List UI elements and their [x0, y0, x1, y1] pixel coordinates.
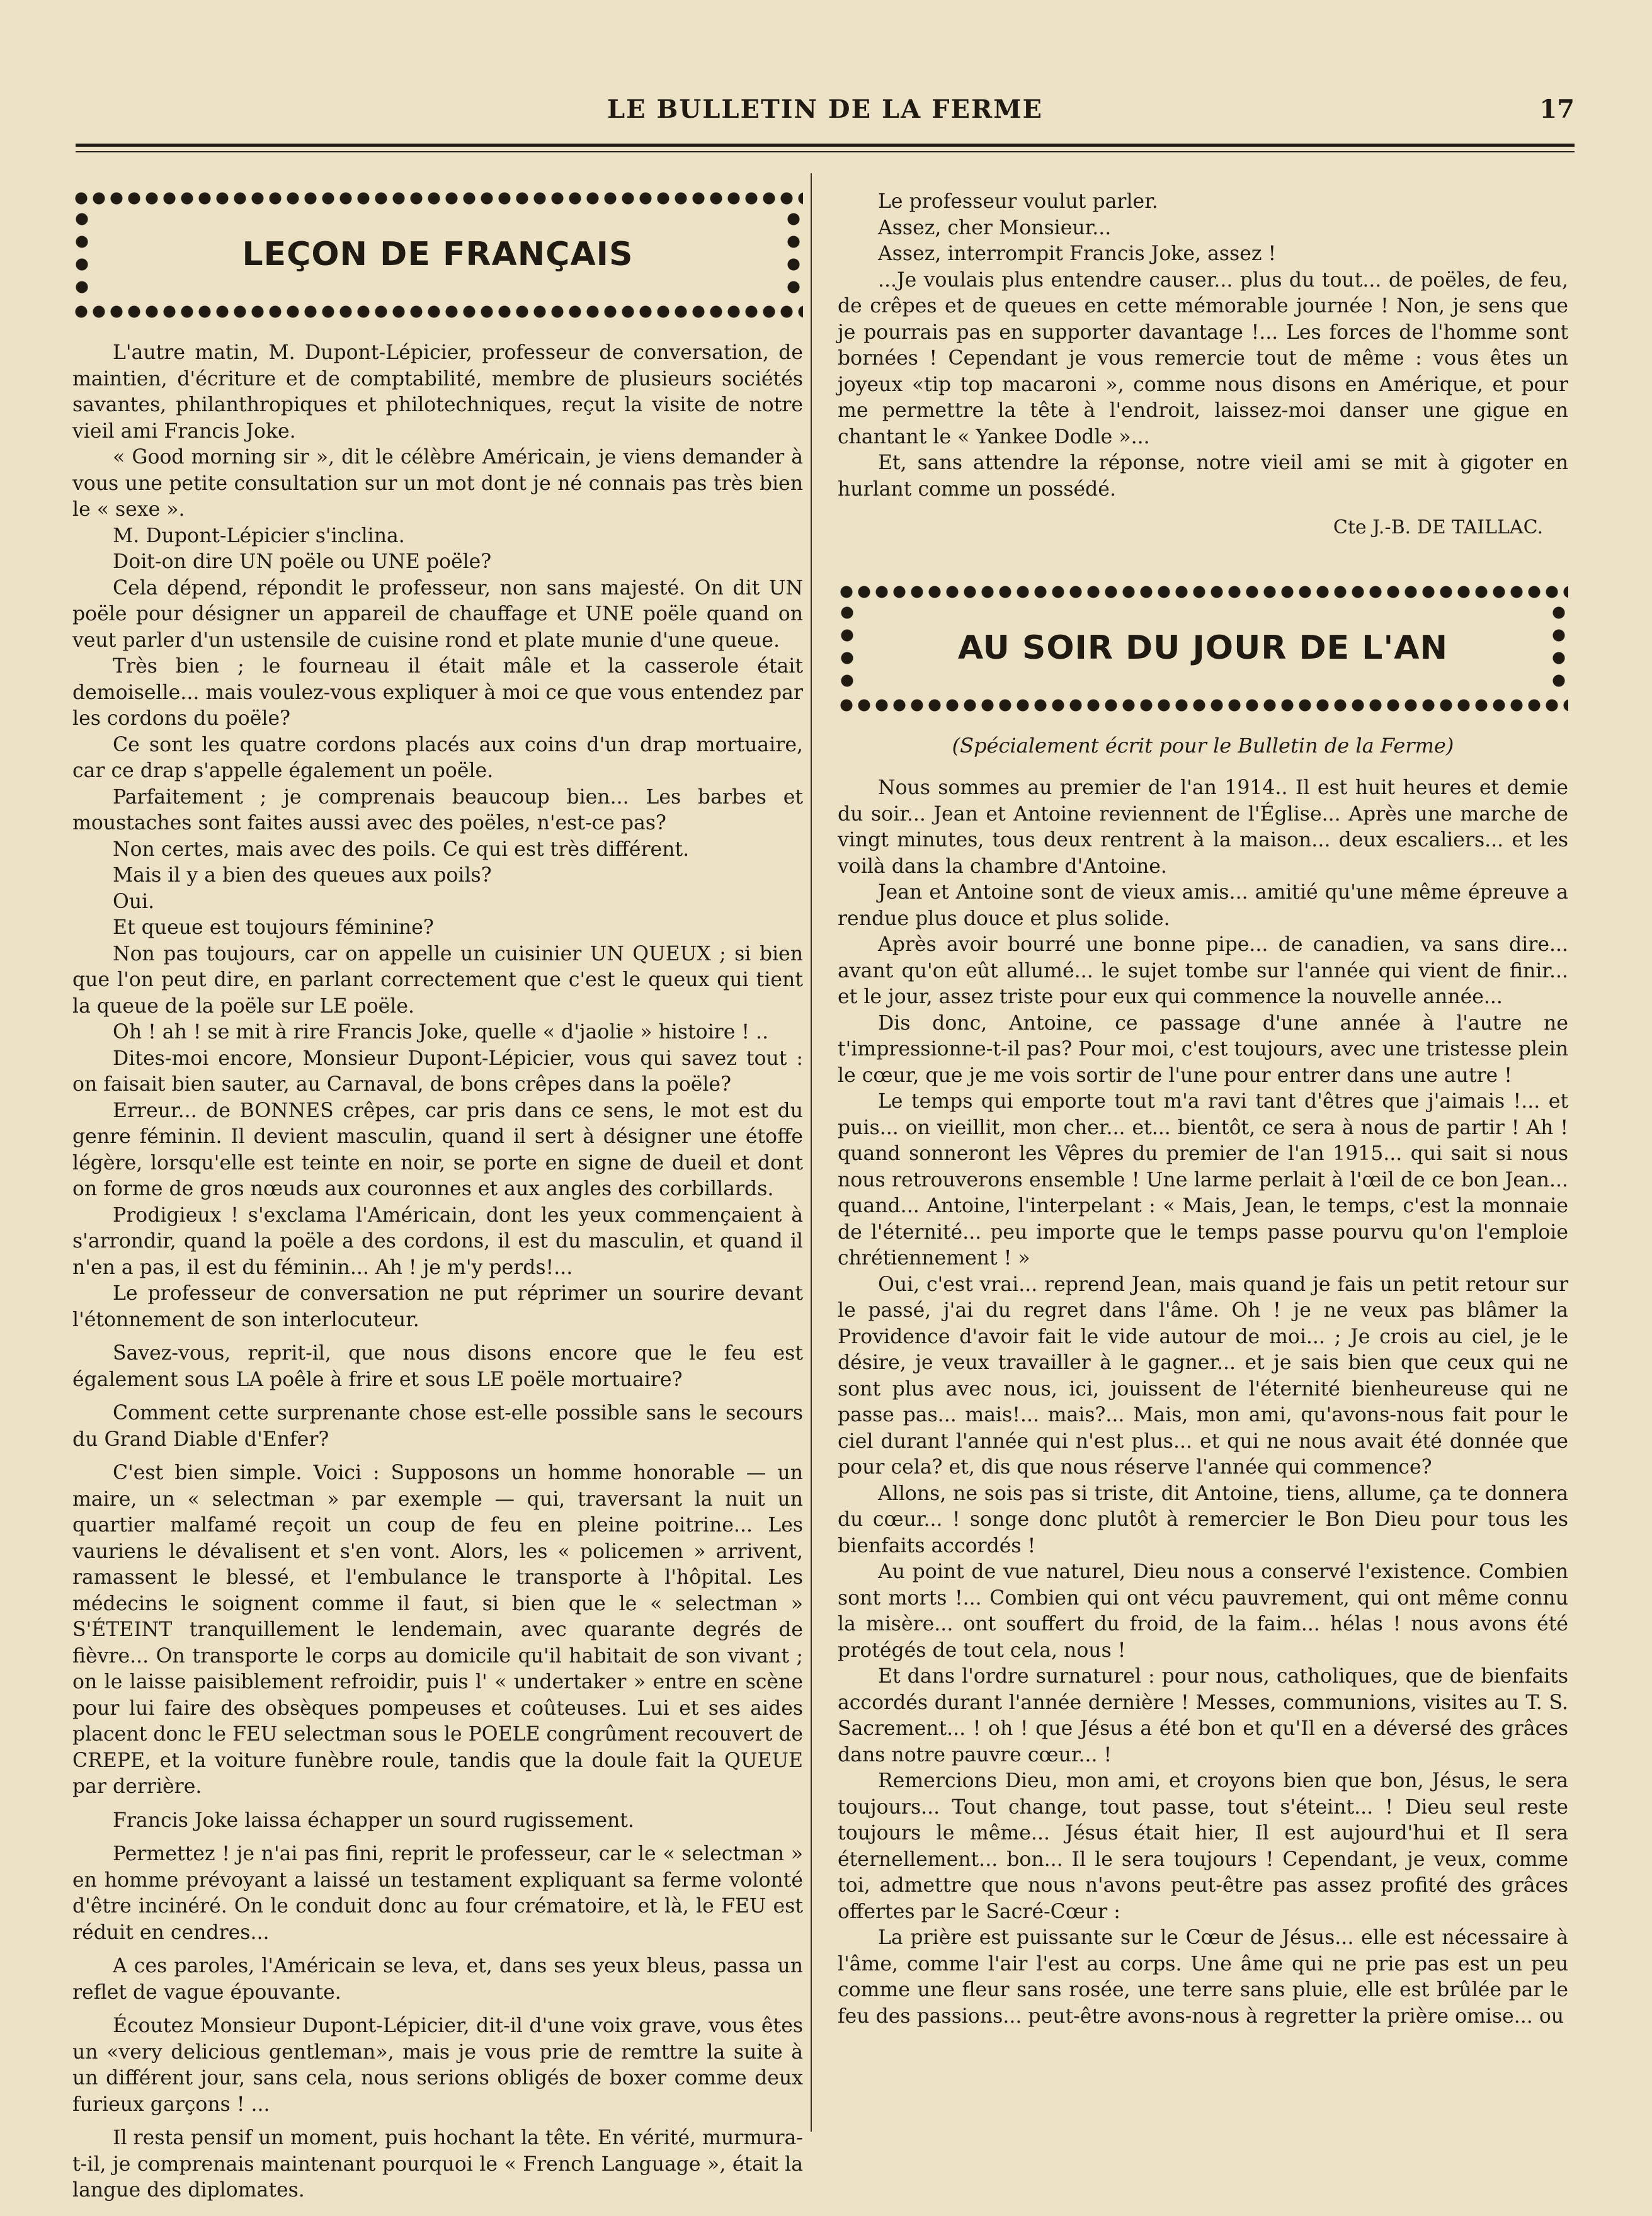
article1-paragraph: Non certes, mais avec des poils. Ce qui est très différent. [113, 838, 690, 861]
article1-paragraph: Doit-on dire UN poële ou UNE poële? [113, 550, 492, 573]
article2-paragraph: Dis donc, Antoine, ce passage d'une année à l'autre ne t'impressionne-t-il pas? Pour moi, c'est toujours, avec une tristesse plein le cœur, que je me vois sortir de l'une pour entrer dans une autre ! [838, 1011, 1568, 1087]
publication-title: LE BULLETIN DE LA FERME [607, 94, 1043, 124]
article2-paragraph: Le temps qui emporte tout m'a ravi tant d'êtres que j'aimais !... et puis... on vieillit, mon cher... et... bientôt, ce sera à nous de partir ! Ah ! quand sonneront les Vêpres du premier de l'an 1915... qui sait si nous nous retrouverons ensemble ! Une larme perlait à l'œil de ce bon Jean... quand... Antoine, l'interpelant : « Mais, Jean, le temps, c'est la monnaie de l'éternité... peu importe que le temps passe pourvu qu'on l'emploie chrétiennement ! » [838, 1090, 1568, 1270]
article1-paragraph: Savez-vous, reprit-il, que nous disons encore que le feu est également sous LA poêle à frire et sous LE poële mortuaire? [72, 1342, 803, 1391]
article1-title-box [72, 189, 803, 321]
article2-title-box [838, 582, 1568, 715]
article1-body-continued [838, 189, 1568, 503]
article1-paragraph: ...Je voulais plus entendre causer... plus du tout... de poëles, de feu, de crêpes et de queues en cette mémorable journée ! Non, je sens que je pourrais pas en supporter davantage !... Les forces de l'homme sont bornées ! Cependant je vous remercie tout de même : vous êtes un joyeux «tip top macaroni », comme nous disons en Amérique, et pour me permettre la tête à l'endroit, laissez-moi danser une gigue en chantant le « Yankee Dodle »... [838, 268, 1568, 448]
article2-paragraph: Après avoir bourré une bonne pipe... de canadien, va sans dire... avant qu'on eût allumé... le sujet tombe sur l'année qui vient de finir... et le jour, assez triste pour eux qui commence la nouvelle année... [838, 933, 1568, 1008]
article1-paragraph: Comment cette surprenante chose est-elle possible sans le secours du Grand Diable d'Enfer? [72, 1402, 803, 1451]
article1-paragraph: « Good morning sir », dit le célèbre Américain, je viens demander à vous une petite consultation sur un mot dont je né connais pas très bien le « sexe ». [72, 446, 803, 521]
ornament-border-bottom [72, 302, 803, 321]
ornament-border-left [72, 208, 91, 302]
article2-paragraph: Allons, ne sois pas si triste, dit Antoine, tiens, allume, ça te donnera du cœur... ! songe donc plutôt à remercier le Bon Dieu pour tous les bienfaits accordés ! [838, 1482, 1568, 1557]
right-column [838, 189, 1568, 2030]
ornament-border-top [838, 582, 1568, 601]
article2-paragraph: Et dans l'ordre surnaturel : pour nous, catholiques, que de bienfaits accordés durant l'année dernière ! Messes, communions, visites au T. S. Sacrement... ! oh ! que Jésus a été bon et qu'Il en a déversé des grâces dans notre pauvre cœur... ! [838, 1665, 1568, 1766]
ornament-border-top [72, 189, 803, 208]
article1-paragraph: Cela dépend, répondit le professeur, non sans majesté. On dit UN poële pour désigner un appareil de chauffage et UNE poële quand on veut parler d'un ustensile de cuisine rond et plate munie d'une queue. [72, 576, 803, 652]
header-rule-thick [76, 144, 1575, 147]
ornament-border-right [784, 208, 803, 302]
page-header [76, 94, 1575, 130]
article1-paragraph: Le professeur de conversation ne put réprimer un sourire devant l'étonnement de son interlocuteur. [72, 1282, 803, 1331]
article1-paragraph: Erreur... de BONNES crêpes, car pris dans ce sens, le mot est du genre féminin. Il devient masculin, quand il sert à désigner une étoffe légère, lorsqu'elle est teinte en noir, se porte en signe de dueil et dont on forme de gros nœuds aux couronnes et aux angles des corbillards. [72, 1099, 803, 1200]
article1-paragraph: Et queue est toujours féminine? [113, 916, 434, 939]
article1-paragraph: Permettez ! je n'ai pas fini, reprit le professeur, car le « selectman » en homme prévoyant a laissé un testament expliquant sa ferme volonté d'être incinéré. On le conduit donc au four crématoire, et là, le FEU est réduit en cendres... [72, 1843, 803, 1944]
ornament-border-right [1549, 601, 1568, 696]
article1-paragraph: Assez, cher Monsieur... [878, 216, 1112, 239]
article1-paragraph: C'est bien simple. Voici : Supposons un homme honorable — un maire, un « selectman » par exemple — qui, traversant la nuit un quartier malfamé reçoit un coup de feu en pleine poitrine... Les vauriens le dévalisent et s'en vont. Alors, les « policemen » arrivent, ramassent le blessé, et l'embulance le transporte à l'hôpital. Les médecins le soignent comme il faut, si bien que le « selectman » S'ÉTEINT tranquillement le lendemain, avec quarante degrés de fièvre... On transporte le corps au domicile qu'il habitait de son vivant ; on le laisse paisiblement refroidir, puis l' « undertaker » entre en scène pour lui faire des obsèques pompeuses et coûteuses. Lui et ses aides placent donc le FEU selectman sous le POELE congrûment recouvert de CREPE, et la voiture funèbre roule, tandis que la doule fait la QUEUE par derrière. [72, 1462, 803, 1798]
article2-paragraph: Oui, c'est vrai... reprend Jean, mais quand je fais un petit retour sur le passé, j'ai du regret dans l'âme. Oh ! je ne veux pas blâmer la Providence d'avoir fait le vide autour de moi... ; Je crois au ciel, je le désire, je veux travailler à le gagner... et je sais bien que ceux qui ne sont plus avec nous, ici, jouissent de l'éternité bienheureuse qui ne passe pas... mais!... mais?... Mais, mon ami, qu'avons-nous fait pour le ciel durant l'année qui n'est plus... et qui ne nous avait été donnée que pour cela? et, dis que nous réserve l'année qui commence? [838, 1273, 1568, 1479]
article1-paragraph: Très bien ; le fourneau il était mâle et la casserole était demoiselle... mais voulez-vous expliquer à moi ce que vous entendez par les cordons du poële? [72, 655, 803, 730]
article1-paragraph: A ces paroles, l'Américain se leva, et, dans ses yeux bleus, passa un reflet de vague épouvante. [72, 1955, 803, 2004]
article2-paragraph: Nous sommes au premier de l'an 1914.. Il est huit heures et demie du soir... Jean et Antoine reviennent de l'Église... Après une marche de vingt minutes, tous deux rentrent à la maison... deux escaliers... et les voilà dans la chambre d'Antoine. [838, 776, 1568, 878]
article1-paragraph: Il resta pensif un moment, puis hochant la tête. En vérité, murmura-t-il, je comprenais maintenant pourquoi le « French Language », était la langue des diplomates. [72, 2127, 803, 2202]
ornament-border-left [838, 601, 857, 696]
article1-paragraph: Ce sont les quatre cordons placés aux coins d'un drap mortuaire, car ce drap s'appelle également un poële. [72, 733, 803, 782]
article2-body [838, 775, 1568, 2030]
article1-paragraph: Oh ! ah ! se mit à rire Francis Joke, quelle « d'jaolie » histoire ! .. [113, 1021, 769, 1043]
article1-paragraph: Mais il y a bien des queues aux poils? [113, 864, 492, 887]
article1-paragraph: Non pas toujours, car on appelle un cuisinier UN QUEUX ; si bien que l'on peut dire, en parlant correctement que c'est le queux qui tient la queue de la poële sur LE poële. [72, 942, 803, 1018]
article1-paragraph: Parfaitement ; je comprenais beaucoup bien... Les barbes et moustaches sont faites aussi avec des poëles, n'est-ce pas? [72, 785, 803, 834]
article1-paragraph: Écoutez Monsieur Dupont-Lépicier, dit-il d'une voix grave, vous êtes un «very delicious gentleman», mais je vous prie de remttre la suite à un différent jour, sans cela, nous serions obligés de boxer comme deux furieux garçons ! ... [72, 2014, 803, 2116]
article2-title: AU SOIR DU JOUR DE L'AN [957, 629, 1449, 667]
article1-title: LEÇON DE FRANÇAIS [242, 236, 634, 273]
article2-paragraph: Remercions Dieu, mon ami, et croyons bien que bon, Jésus, le sera toujours... Tout change, tout passe, tout s'éteint... ! Dieu seul reste toujours le même... Jésus était hier, Il est aujourd'hui et Il sera éternellement... bon... Il le sera toujours ! Cependant, je veux, comme toi, admettre que nous n'avons peut-être pas assez profité des grâces offertes par le Sacré-Cœur : [838, 1770, 1568, 1923]
left-column [72, 189, 803, 2204]
article1-signature: Cte J.-B. DE TAILLAC. [1333, 516, 1543, 538]
page-number: 17 [1539, 94, 1575, 124]
article2-subtitle: (Spécialement écrit pour le Bulletin de la Ferme) [952, 734, 1454, 758]
article1-paragraph: Prodigieux ! s'exclama l'Américain, dont les yeux commençaient à s'arrondir, quand la poële a des cordons, il est du masculin, et quand il n'en a pas, il est du féminin... Ah ! je m'y perds!... [72, 1203, 803, 1279]
article1-paragraph: Assez, interrompit Francis Joke, assez ! [878, 242, 1277, 265]
article2-paragraph: Jean et Antoine sont de vieux amis... amitié qu'une même épreuve a rendue plus douce et plus solide. [838, 881, 1568, 930]
article1-paragraph: M. Dupont-Lépicier s'inclina. [113, 524, 405, 547]
article1-paragraph: Le professeur voulut parler. [878, 190, 1158, 213]
article1-paragraph: Oui. [113, 890, 155, 913]
article1-paragraph: Francis Joke laissa échapper un sourd rugissement. [113, 1809, 634, 1832]
ornament-border-bottom [838, 696, 1568, 715]
column-divider [811, 173, 812, 2132]
header-rule-thin [76, 151, 1575, 152]
article1-paragraph: L'autre matin, M. Dupont-Lépicier, professeur de conversation, de maintien, d'écriture et de comptabilité, membre de plusieurs sociétés savantes, philanthropiques et philotechniques, reçut la visite de notre vieil ami Francis Joke. [72, 341, 803, 443]
article1-paragraph: Dites-moi encore, Monsieur Dupont-Lépicier, vous qui savez tout : on faisait bien sauter, au Carnaval, de bons crêpes dans la poële? [72, 1047, 803, 1096]
article1-paragraph: Et, sans attendre la réponse, notre vieil ami se mit à gigoter en hurlant comme un possédé. [838, 452, 1568, 501]
article2-paragraph: Au point de vue naturel, Dieu nous a conservé l'existence. Combien sont morts !... Combien qui ont vécu pauvrement, qui ont même connu la misère... ont souffert du froid, de la faim... hélas ! nous avons été protégés de tout cela, nous ! [838, 1560, 1568, 1662]
article1-body [72, 340, 803, 2204]
article2-paragraph: La prière est puissante sur le Cœur de Jésus... elle est nécessaire à l'âme, comme l'air l'est au corps. Une âme qui ne prie pas est un peu comme une fleur sans rosée, une terre sans pluie, elle est brûlée par le feu des passions... peut-être avons-nous à regretter la prière omise... ou [838, 1926, 1568, 2028]
